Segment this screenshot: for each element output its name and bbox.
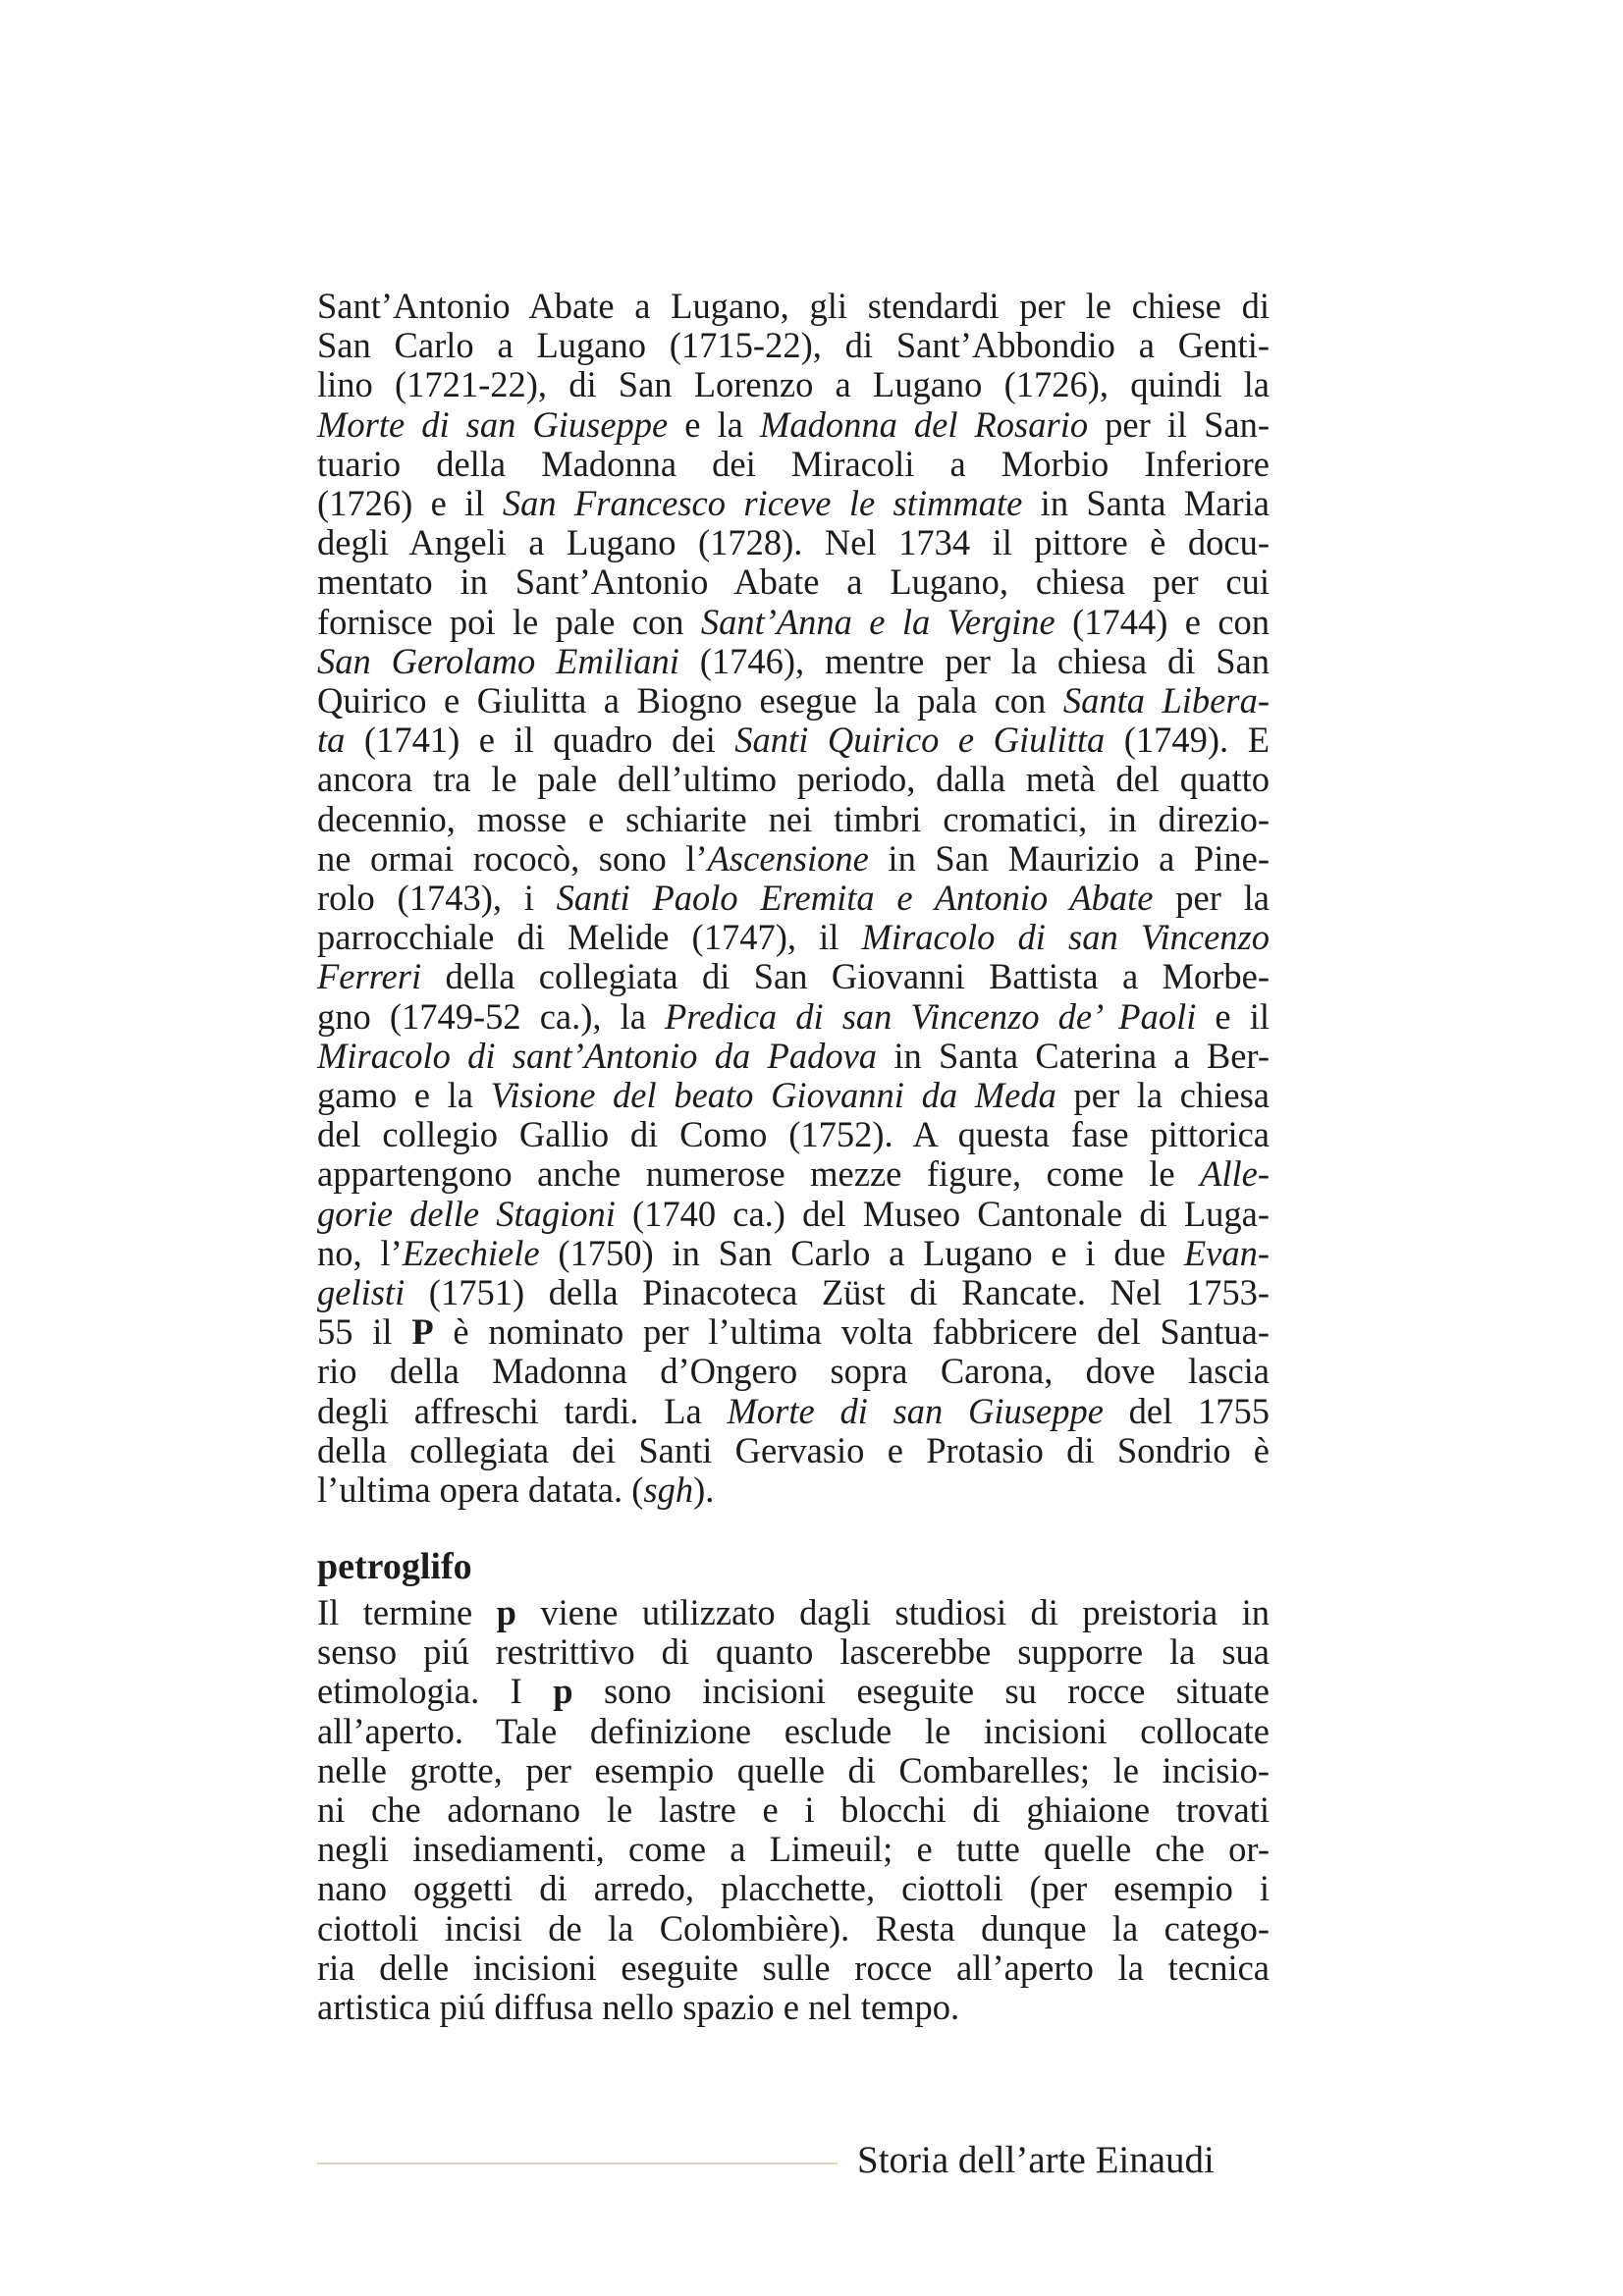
italic-text: Santa Libera-: [1062, 680, 1270, 721]
italic-text: Ascensione: [707, 837, 869, 879]
italic-text: Visione del beato Giovanni da Meda: [490, 1075, 1056, 1116]
entry-heading-petroglifo: petroglifo: [317, 1546, 472, 1587]
text-run: 55 il: [317, 1311, 412, 1353]
text-run: e la: [668, 403, 760, 445]
text-line: [317, 1869, 1270, 1908]
text-run: viene utilizzato dagli studiosi di preistoria in: [515, 1592, 1270, 1632]
text-run: mentato in Sant’Antonio Abate a Lugano, chiesa per cui: [317, 561, 1270, 603]
text-line: [317, 879, 1270, 918]
italic-text: sgh: [643, 1469, 694, 1511]
text-run: l’ultima opera datata. (: [317, 1469, 644, 1511]
text-run: Sant’Antonio Abate a Lugano, gli stendardi per le chiese di: [317, 286, 1270, 326]
text-line: [317, 287, 1270, 326]
text-run: (1750) in San Carlo a Lugano e i due: [539, 1232, 1184, 1273]
text-line: [317, 957, 1270, 996]
text-line: [317, 484, 1270, 523]
text-line: [317, 760, 1270, 799]
text-run: all’aperto. Tale definizione esclude le incisioni collocate: [317, 1710, 1270, 1751]
text-run: (1744) e con: [1055, 601, 1271, 642]
text-run: in Santa Caterina a Ber-: [877, 1035, 1270, 1076]
text-run: nelle grotte, per esempio quelle di Combarelles; le incisio-: [317, 1749, 1270, 1790]
text-line: [317, 1751, 1270, 1790]
entry-petroglifo: [317, 1593, 1270, 2027]
text-line: [317, 721, 1270, 760]
italic-text: Evan-: [1183, 1232, 1271, 1273]
text-line: [317, 1909, 1270, 1949]
text-run: (1751) della Pinacoteca Züst di Rancate. Nel 1753-: [405, 1272, 1270, 1313]
text-line: [317, 1392, 1270, 1431]
italic-text: San Francesco riceve le stimmate: [502, 483, 1023, 524]
text-run: del 1755: [1103, 1390, 1270, 1431]
text-run: gno (1749-52 ca.), la: [317, 995, 665, 1037]
text-run: gamo e la: [317, 1075, 491, 1116]
text-line: [317, 1154, 1270, 1194]
footer-title: Storia dell’arte Einaudi: [857, 2139, 1215, 2181]
text-line: [317, 1988, 1270, 2027]
text-run: Quirico e Giulitta a Biogno esegue la pala con: [317, 680, 1063, 721]
italic-text: Morte di san Giuseppe: [727, 1390, 1104, 1431]
text-run: decennio, mosse e schiarite nei timbri cromatici, in direzio-: [317, 798, 1270, 839]
text-run: (1746), mentre per la chiesa di San: [678, 640, 1270, 681]
text-run: ).: [693, 1469, 715, 1511]
text-line: [317, 997, 1270, 1037]
text-run: (1741) e il quadro dei: [345, 720, 735, 761]
italic-text: Ezechiele: [402, 1232, 540, 1273]
italic-text: Ferreri: [317, 956, 422, 997]
text-run: e il: [1196, 995, 1270, 1037]
text-line: [317, 1470, 1270, 1510]
text-run: ne ormai rococò, sono l’: [317, 837, 708, 879]
text-run: San Carlo a Lugano (1715-22), di Sant’Abbondio a Genti-: [317, 325, 1270, 366]
text-line: [317, 326, 1270, 365]
italic-text: Alle-: [1200, 1153, 1270, 1195]
text-line: [317, 1593, 1270, 1632]
text-line: [317, 1830, 1270, 1869]
text-line: [317, 1037, 1270, 1076]
text-run: della collegiata di San Giovanni Battista a Morbe-: [421, 956, 1270, 997]
footer-rule: [317, 2163, 838, 2164]
text-run: lino (1721-22), di San Lorenzo a Lugano (1726), quindi la: [317, 364, 1270, 405]
italic-text: Miracolo di sant’Antonio da Padova: [317, 1035, 878, 1076]
text-run: negli insediamenti, come a Limeuil; e tutte quelle che or-: [317, 1829, 1270, 1870]
text-line: [317, 365, 1270, 404]
text-run: del collegio Gallio di Como (1752). A questa fase pittorica: [317, 1114, 1270, 1155]
text-run: rolo (1743), i: [317, 878, 557, 919]
text-run: tuario della Madonna dei Miracoli a Morbio Inferiore: [317, 443, 1270, 484]
text-line: [317, 1352, 1270, 1391]
italic-text: Santi Quirico e Giulitta: [734, 720, 1106, 761]
text-run: ni che adornano le lastre e i blocchi di ghiaione trovati: [317, 1789, 1270, 1831]
italic-text: San Gerolamo Emiliani: [317, 640, 679, 681]
entry-continuation: [317, 287, 1270, 1510]
text-line: [317, 1431, 1270, 1470]
text-run: per la chiesa: [1055, 1075, 1270, 1116]
text-run: nano oggetti di arredo, placchette, ciottoli (per esempio i: [317, 1868, 1270, 1909]
text-run: ria delle incisioni eseguite sulle rocce all’aperto la tecnica: [317, 1947, 1270, 1988]
text-run: (1749). E: [1105, 720, 1270, 761]
bold-text: P: [411, 1311, 434, 1353]
text-run: della collegiata dei Santi Gervasio e Protasio di Sondrio è: [317, 1429, 1270, 1470]
text-run: sono incisioni eseguite su rocce situate: [572, 1671, 1271, 1712]
text-line: [317, 1234, 1270, 1273]
text-line: [317, 1076, 1270, 1115]
italic-text: Madonna del Rosario: [759, 403, 1089, 445]
text-run: fornisce poi le pale con: [317, 601, 701, 642]
text-run: artistica piú diffusa nello spazio e nel tempo.: [317, 1987, 960, 2028]
bold-text: p: [553, 1671, 573, 1712]
text-run: appartengono anche numerose mezze figure, come le: [317, 1153, 1201, 1195]
text-line: [317, 1949, 1270, 1988]
italic-text: Sant’Anna e la Vergine: [700, 601, 1055, 642]
text-run: in Santa Maria: [1022, 483, 1271, 524]
text-run: degli affreschi tardi. La: [317, 1390, 728, 1431]
text-line: [317, 1312, 1270, 1352]
text-run: no, l’: [317, 1232, 403, 1273]
text-run: etimologia. I: [317, 1671, 554, 1712]
text-line: [317, 1273, 1270, 1312]
text-run: è nominato per l’ultima volta fabbricere del Santua-: [433, 1311, 1270, 1353]
text-line: [317, 1790, 1270, 1830]
entry-petroglifo-paragraph: [317, 1593, 1270, 2027]
text-line: [317, 1672, 1270, 1711]
text-run: Il termine: [317, 1592, 497, 1632]
text-line: [317, 1195, 1270, 1234]
text-line: [317, 839, 1270, 879]
entry-continuation-paragraph: [317, 287, 1270, 1510]
text-run: (1726) e il: [317, 483, 503, 524]
text-line: [317, 603, 1270, 642]
italic-text: Predica di san Vincenzo de’ Paoli: [665, 995, 1197, 1037]
bold-text: p: [496, 1592, 516, 1632]
text-line: [317, 1115, 1270, 1154]
text-line: [317, 523, 1270, 562]
text-line: [317, 1632, 1270, 1672]
text-run: ancora tra le pale dell’ultimo periodo, dalla metà del quatto: [317, 759, 1270, 800]
text-run: (1740 ca.) del Museo Cantonale di Luga-: [615, 1193, 1270, 1234]
text-line: [317, 918, 1270, 957]
text-run: degli Angeli a Lugano (1728). Nel 1734 il pittore è docu-: [317, 522, 1270, 563]
text-run: ciottoli incisi de la Colombière). Resta dunque la catego-: [317, 1907, 1270, 1949]
text-run: per il San-: [1088, 403, 1270, 445]
text-run: in San Maurizio a Pine-: [868, 837, 1270, 879]
text-run: per la: [1153, 878, 1270, 919]
italic-text: Morte di san Giuseppe: [317, 403, 669, 445]
italic-text: ta: [317, 720, 346, 761]
italic-text: gorie delle Stagioni: [317, 1193, 616, 1234]
text-run: rio della Madonna d’Ongero sopra Carona, dove lascia: [317, 1351, 1270, 1392]
text-line: [317, 562, 1270, 602]
italic-text: Miracolo di san Vincenzo: [861, 917, 1270, 958]
text-run: parrocchiale di Melide (1747), il: [317, 917, 862, 958]
text-line: [317, 445, 1270, 484]
italic-text: Santi Paolo Eremita e Antonio Abate: [556, 878, 1154, 919]
text-run: senso piú restrittivo di quanto lascerebbe supporre la sua: [317, 1631, 1270, 1673]
text-line: [317, 642, 1270, 681]
italic-text: gelisti: [317, 1272, 406, 1313]
text-line: [317, 1712, 1270, 1751]
text-line: [317, 681, 1270, 721]
text-line: [317, 800, 1270, 839]
text-line: [317, 405, 1270, 445]
